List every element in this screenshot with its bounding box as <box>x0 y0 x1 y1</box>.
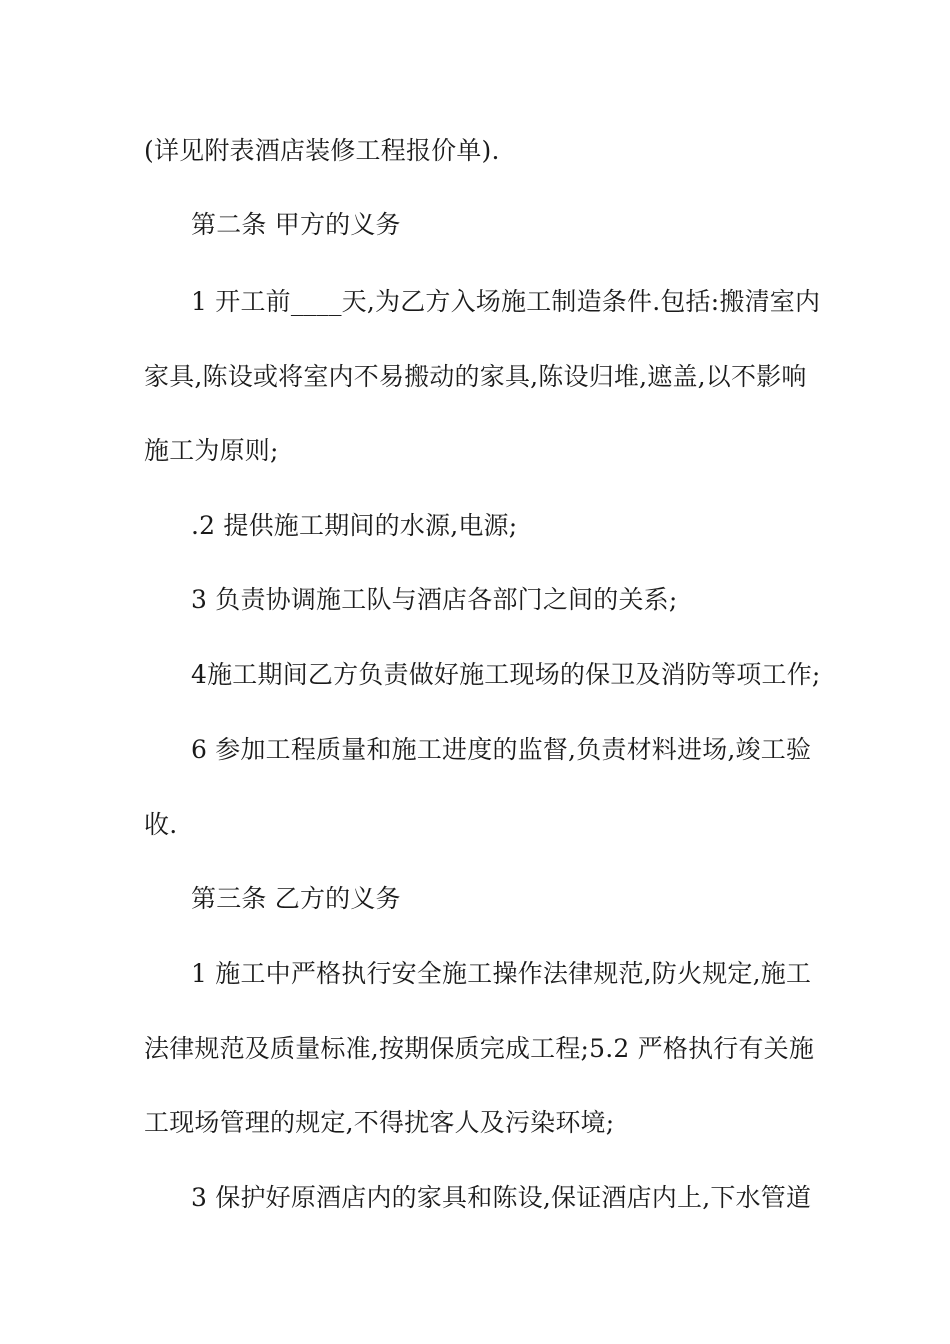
text-line-party-a-item-1-cont: 家具,陈设或将室内不易搬动的家具,陈设归堆,遮盖,以不影响 <box>144 362 807 391</box>
text-line-party-a-item-1: 1 开工前____天,为乙方入场施工制造条件.包括:搬清室内 <box>191 287 821 316</box>
section-heading-article-2: 第二条 甲方的义务 <box>191 210 401 239</box>
text-line-party-a-item-3: 3 负责协调施工队与酒店各部门之间的关系; <box>191 585 678 614</box>
text-line-party-a-item-6-end: 收. <box>144 810 178 839</box>
text-line-party-b-item-1-cont: 法律规范及质量标准,按期保质完成工程;5.2 严格执行有关施 <box>144 1034 815 1063</box>
text-line-party-a-item-1-end: 施工为原则; <box>144 436 279 465</box>
text-line-party-b-item-3: 3 保护好原酒店内的家具和陈设,保证酒店内上,下水管道 <box>191 1183 812 1212</box>
section-heading-article-3: 第三条 乙方的义务 <box>191 884 401 913</box>
text-line-party-a-item-4: 4施工期间乙方负责做好施工现场的保卫及消防等项工作; <box>191 660 821 689</box>
text-line-party-b-item-2-end: 工现场管理的规定,不得扰客人及污染环境; <box>144 1108 615 1137</box>
text-line-party-a-item-6: 6 参加工程质量和施工进度的监督,负责材料进场,竣工验 <box>191 735 812 764</box>
text-line-party-b-item-1: 1 施工中严格执行安全施工操作法律规范,防火规定,施工 <box>191 959 812 988</box>
text-line-quote-reference: (详见附表酒店装修工程报价单). <box>144 136 500 165</box>
text-line-party-a-item-2: .2 提供施工期间的水源,电源; <box>191 511 518 540</box>
